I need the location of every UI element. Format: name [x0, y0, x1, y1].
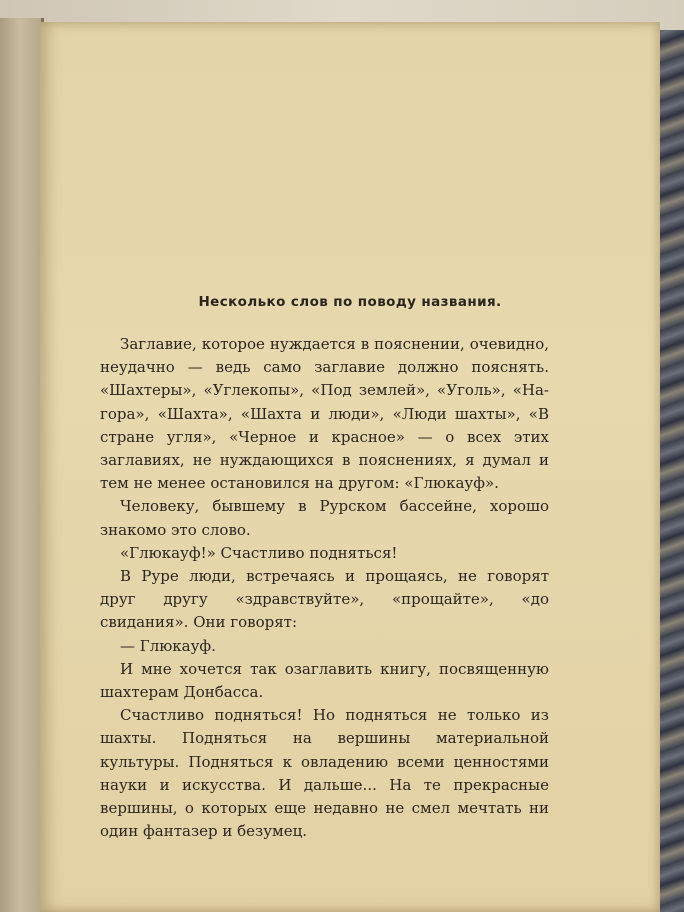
section-title: Несколько слов по поводу названия.: [198, 294, 502, 310]
paragraph: — Глюкауф.: [120, 636, 216, 655]
book-page: [40, 22, 660, 912]
paragraph: Заглавие, которое нуждается в пояснении, очевидно, неудачно — ведь само заглавие должно пояснять. «Шахтеры», «Углекопы», «Под землей», «Уголь», «На-гора», «Шахта», «Шахта и люди», «Люди шахты», «В стране угля», «Черное и красное» — о всех этих заглавиях, не нуждающихся в пояснениях, я думал и тем не менее остановился на другом: «Глюкауф».: [100, 335, 549, 493]
paragraph: Человеку, бывшему в Рурском бассейне, хорошо знакомо это слово.: [100, 497, 549, 539]
body-text: [100, 333, 549, 843]
paragraph: «Глюкауф!» Счастливо подняться!: [120, 543, 398, 562]
paragraph: В Руре люди, встречаясь и прощаясь, не говорят друг другу «здравствуйте», «прощайте», «до свидания». Они говорят:: [100, 567, 549, 632]
facing-page-edge: [0, 18, 44, 912]
paragraph: И мне хочется так озаглавить книгу, посвященную шахтерам Донбасса.: [100, 659, 549, 702]
paragraph: Счастливо подняться! Но подняться не только из шахты. Подняться на вершины материальной культуры. Подняться к овладению всеми ценностями науки и искусства. И дальше... На те прекрасные вершины, о которых еще недавно не смел мечтать ни один фантазер и безумец.: [100, 706, 549, 841]
